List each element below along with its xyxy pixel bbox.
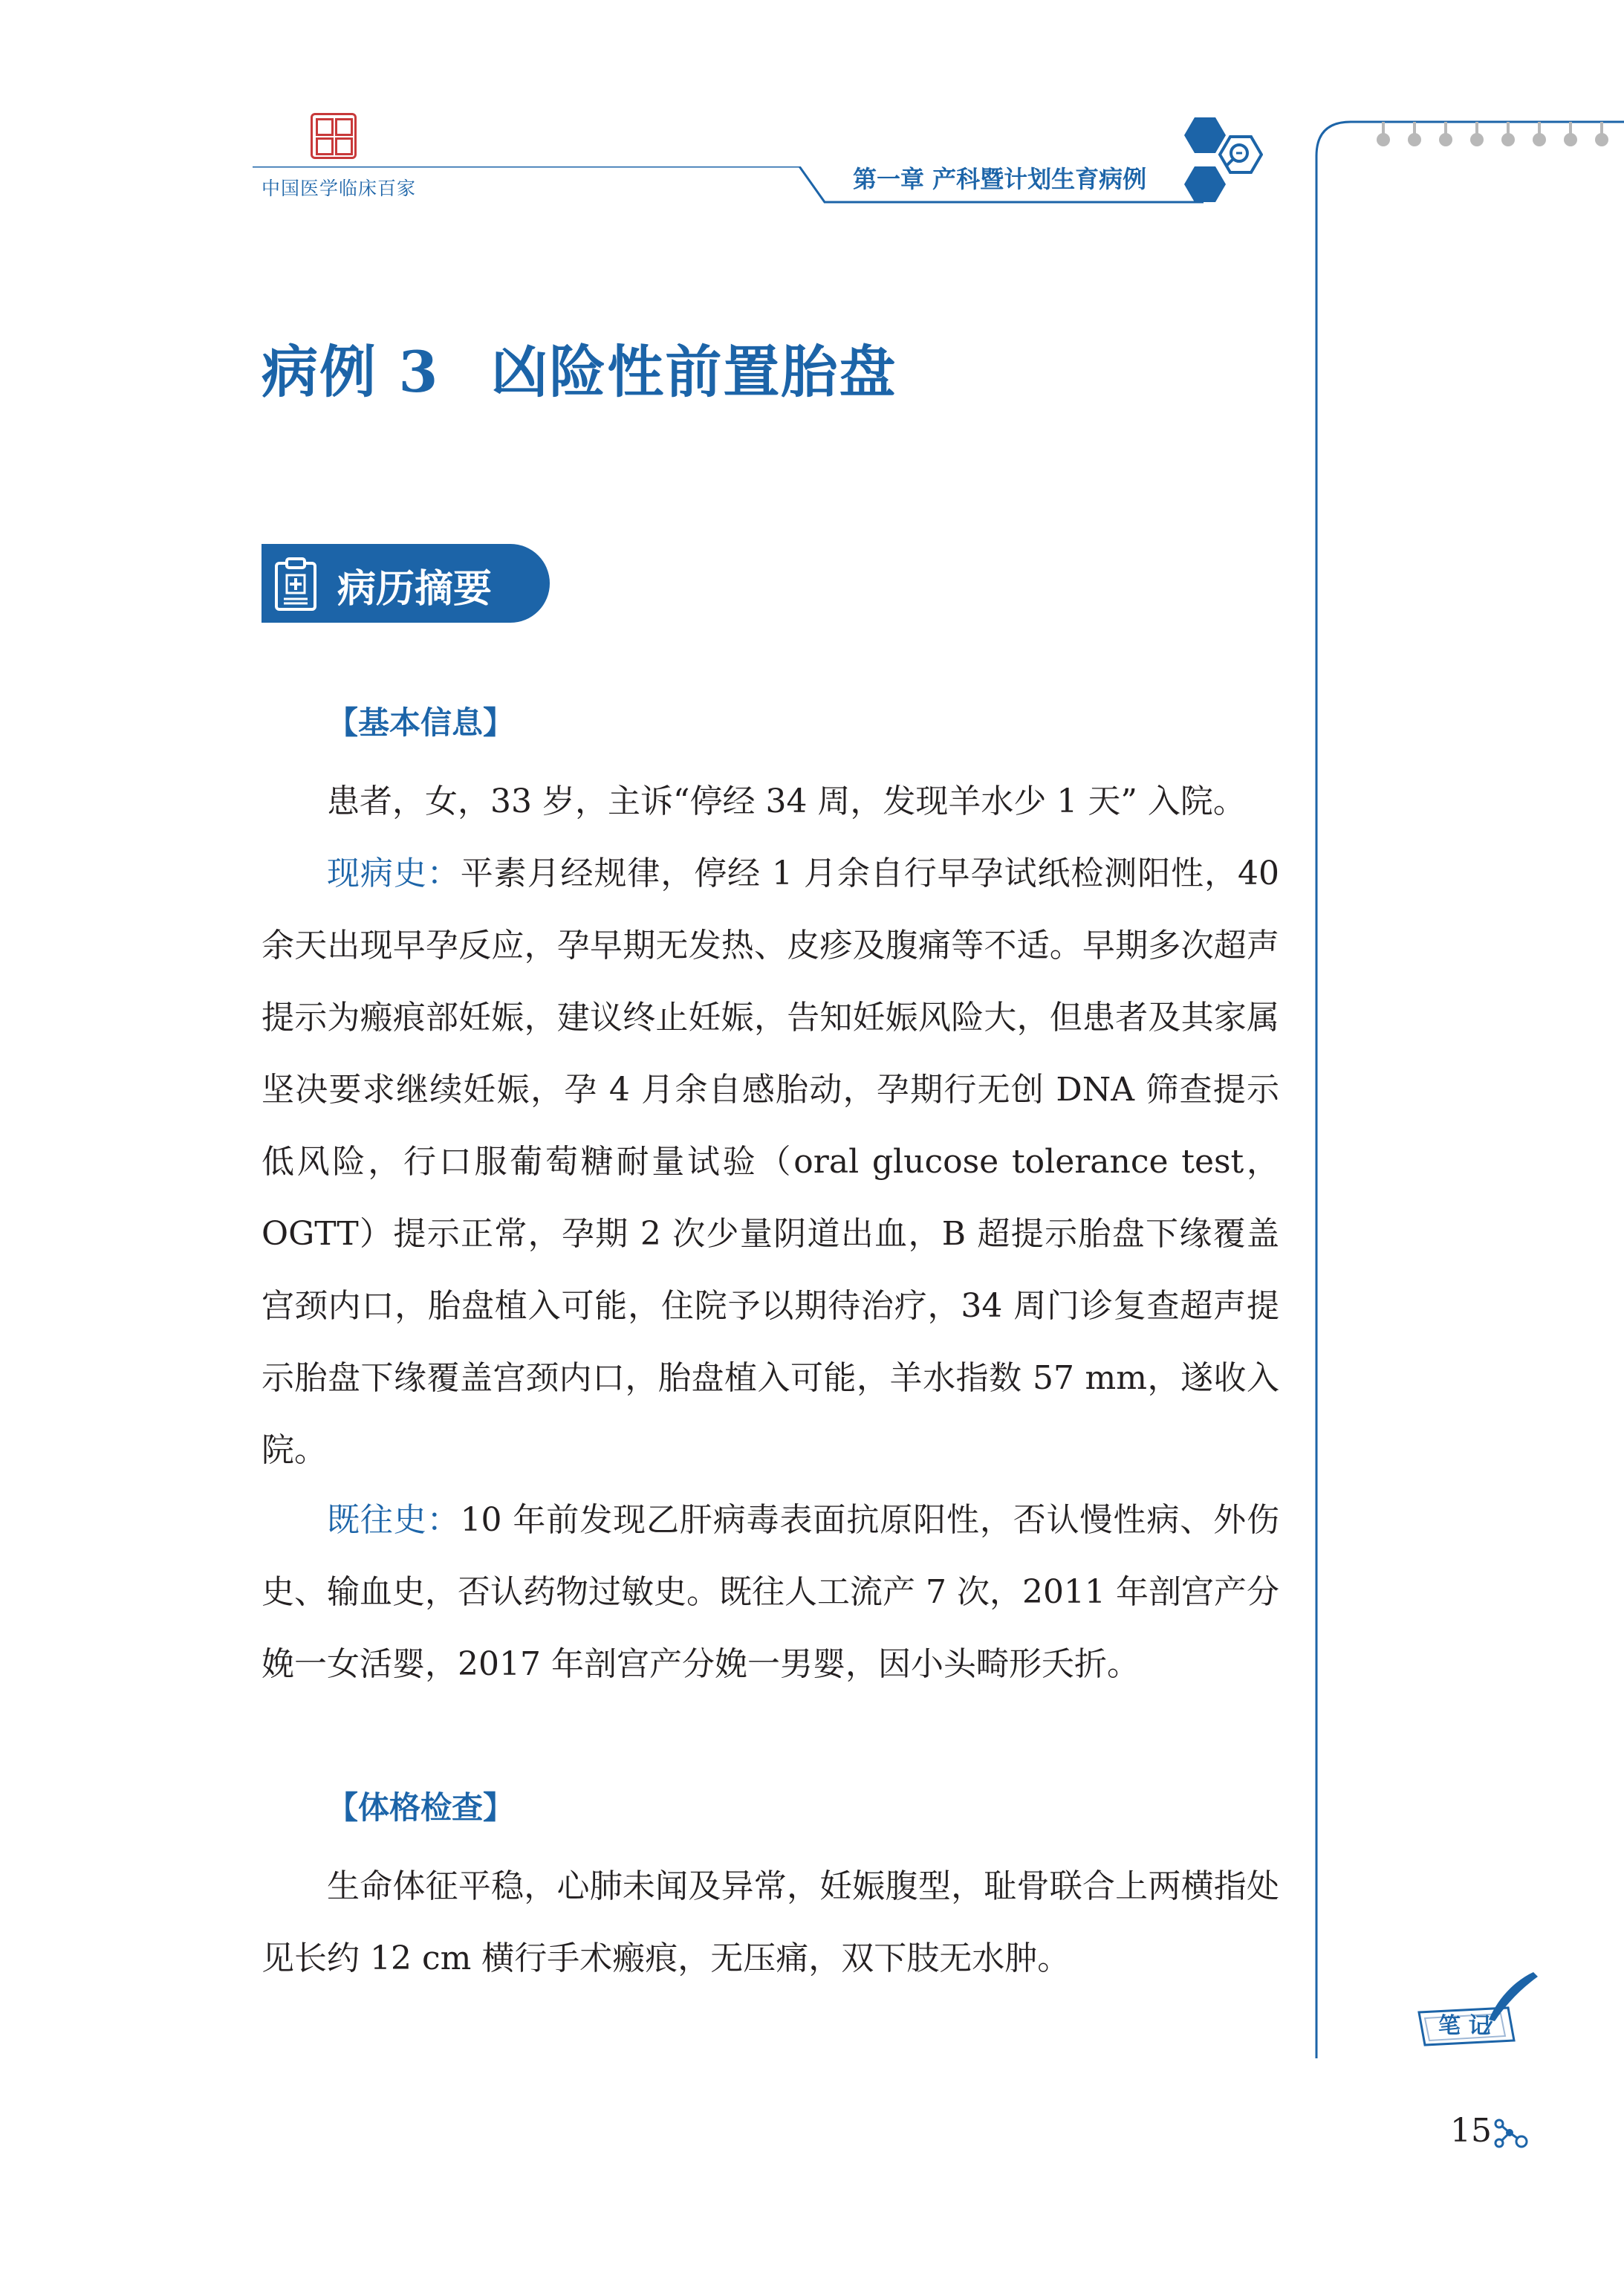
- past-history-text: 10 年前发现乙肝病毒表面抗原阳性，否认慢性病、外伤史、输血史，否认药物过敏史。既往人工流产 7 次，2011 年剖宫产分娩一女活婴，2017 年剖宫产分娩一男婴，因小头畸形夭折。: [262, 1501, 1279, 1683]
- basic-info-heading-text: 基本信息: [358, 704, 484, 741]
- section-badge: [262, 544, 550, 623]
- chapter-title: 第一章 产科暨计划生育病例: [853, 165, 1147, 193]
- case-name: 凶险性前置胎盘: [491, 339, 897, 405]
- notes-label: 笔 记: [1438, 2013, 1491, 2039]
- physical-exam-heading-text: 体格检查: [358, 1789, 484, 1826]
- physical-exam-heading: 【体格检查】: [327, 1789, 515, 1826]
- case-title: [262, 327, 897, 408]
- clipboard-icon: [270, 556, 322, 612]
- quill-pen-icon: [1403, 1969, 1544, 2051]
- section-label: 病历摘要: [337, 567, 493, 612]
- present-history-label: 现病史：: [327, 855, 461, 892]
- case-number: 病例 3: [262, 339, 440, 405]
- past-history-label: 既往史：: [327, 1501, 461, 1539]
- present-history-text: 平素月经规律，停经 1 月余自行早孕试纸检测阳性，40 余天出现早孕反应，孕早期无发热、皮疹及腹痛等不适。早期多次超声提示为瘢痕部妊娠，建议终止妊娠，告知妊娠风险大，但患者及其家属坚决要求继续妊娠，孕 4 月余自感胎动，孕期行无创 DNA 筛查提示低风险，行口服葡萄糖耐量试验（oral glucose tolerance test，OGTT）提示正常，孕期 2 次少量阴道出血，B 超提示胎盘下缘覆盖宫颈内口，胎盘植入可能，住院予以期待治疗，34 周门诊复查超声提示胎盘下缘覆盖宫颈内口，胎盘植入可能，羊水指数 57 mm，遂收入院。: [262, 855, 1280, 1469]
- molecule-icon: [1492, 2116, 1529, 2150]
- basic-info-heading: 【基本信息】: [327, 704, 515, 741]
- basic-info-paragraph: 患者，女，33 岁，主诉“停经 34 周，发现羊水少 1 天” 入院。: [327, 782, 1246, 820]
- magnifier-hexagon-icon: [1174, 111, 1263, 223]
- page-number: 15: [1450, 2112, 1492, 2150]
- past-history-paragraph: [262, 1484, 1279, 1700]
- present-history-paragraph: [262, 837, 1279, 1486]
- physical-exam-paragraph: 生命体征平稳，心肺未闻及异常，妊娠腹型，耻骨联合上两横指处见长约 12 cm 横行手术瘢痕，无压痛，双下肢无水肿。: [262, 1867, 1279, 1977]
- brand-name: 中国医学临床百家: [262, 178, 417, 199]
- seal-logo-icon: [311, 113, 357, 159]
- notes-margin-frame: [1313, 111, 1624, 2066]
